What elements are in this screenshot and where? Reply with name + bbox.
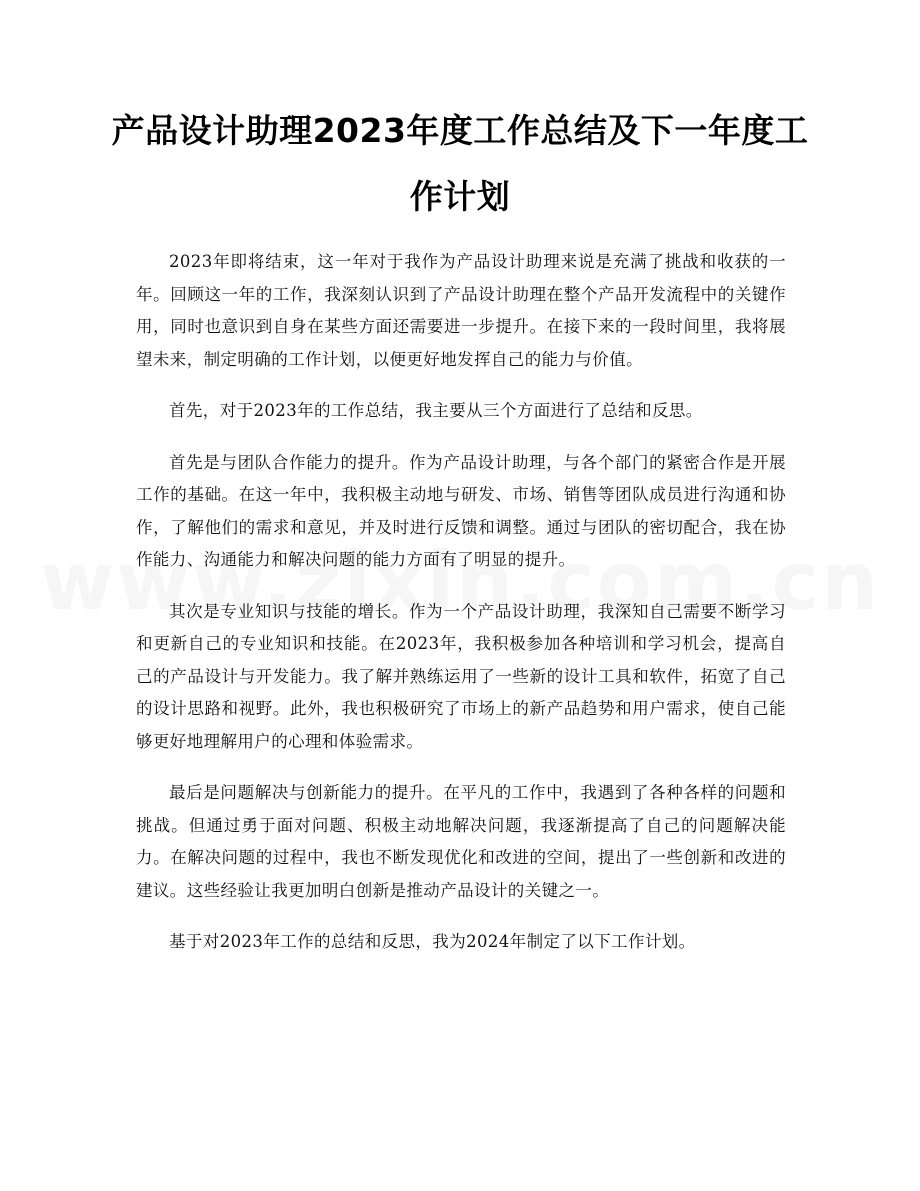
paragraph-summary-overview: 首先，对于2023年的工作总结，我主要从三个方面进行了总结和反思。: [169, 401, 703, 420]
paragraph-intro: 2023年即将结束，这一年对于我作为产品设计助理来说是充满了挑战和收获的一年。回顾这一年的工作，我深刻认识到了产品设计助理在整个产品开发流程中的关键作用，同时也意识到自身在某些方面还需要进一步提升。在接下来的一段时间里，我将展望未来，制定明确的工作计划，以便更好地发挥自己的能力与价值。: [136, 252, 786, 369]
document-title: 产品设计助理2023年度工作总结及下一年度工作计划: [111, 111, 809, 216]
paragraph-teamwork: 首先是与团队合作能力的提升。作为产品设计助理，与各个部门的紧密合作是开展工作的基础。在这一年中，我积极主动地与研发、市场、销售等团队成员进行沟通和协作，了解他们的需求和意见，并及时进行反馈和调整。通过与团队的密切配合，我在协作能力、沟通能力和解决问题的能力方面有了明显的提升。: [136, 452, 786, 569]
paragraph-problem-solving: 最后是问题解决与创新能力的提升。在平凡的工作中，我遇到了各种各样的问题和挑战。但通过勇于面对问题、积极主动地解决问题，我逐渐提高了自己的问题解决能力。在解决问题的过程中，我也不断发现优化和改进的空间，提出了一些创新和改进的建议。这些经验让我更加明白创新是推动产品设计的关键之一。: [136, 783, 786, 900]
document-body: [136, 246, 786, 978]
paragraph-plan-intro: 基于对2023年工作的总结和反思，我为2024年制定了以下工作计划。: [169, 932, 696, 951]
paragraph-skills: 其次是专业知识与技能的增长。作为一个产品设计助理，我深知自己需要不断学习和更新自己的专业知识和技能。在2023年，我积极参加各种培训和学习机会，提高自己的产品设计与开发能力。我了解并熟练运用了一些新的设计工具和软件，拓宽了自己的设计思路和视野。此外，我也积极研究了市场上的新产品趋势和用户需求，使自己能够更好地理解用户的心理和体验需求。: [136, 601, 786, 751]
